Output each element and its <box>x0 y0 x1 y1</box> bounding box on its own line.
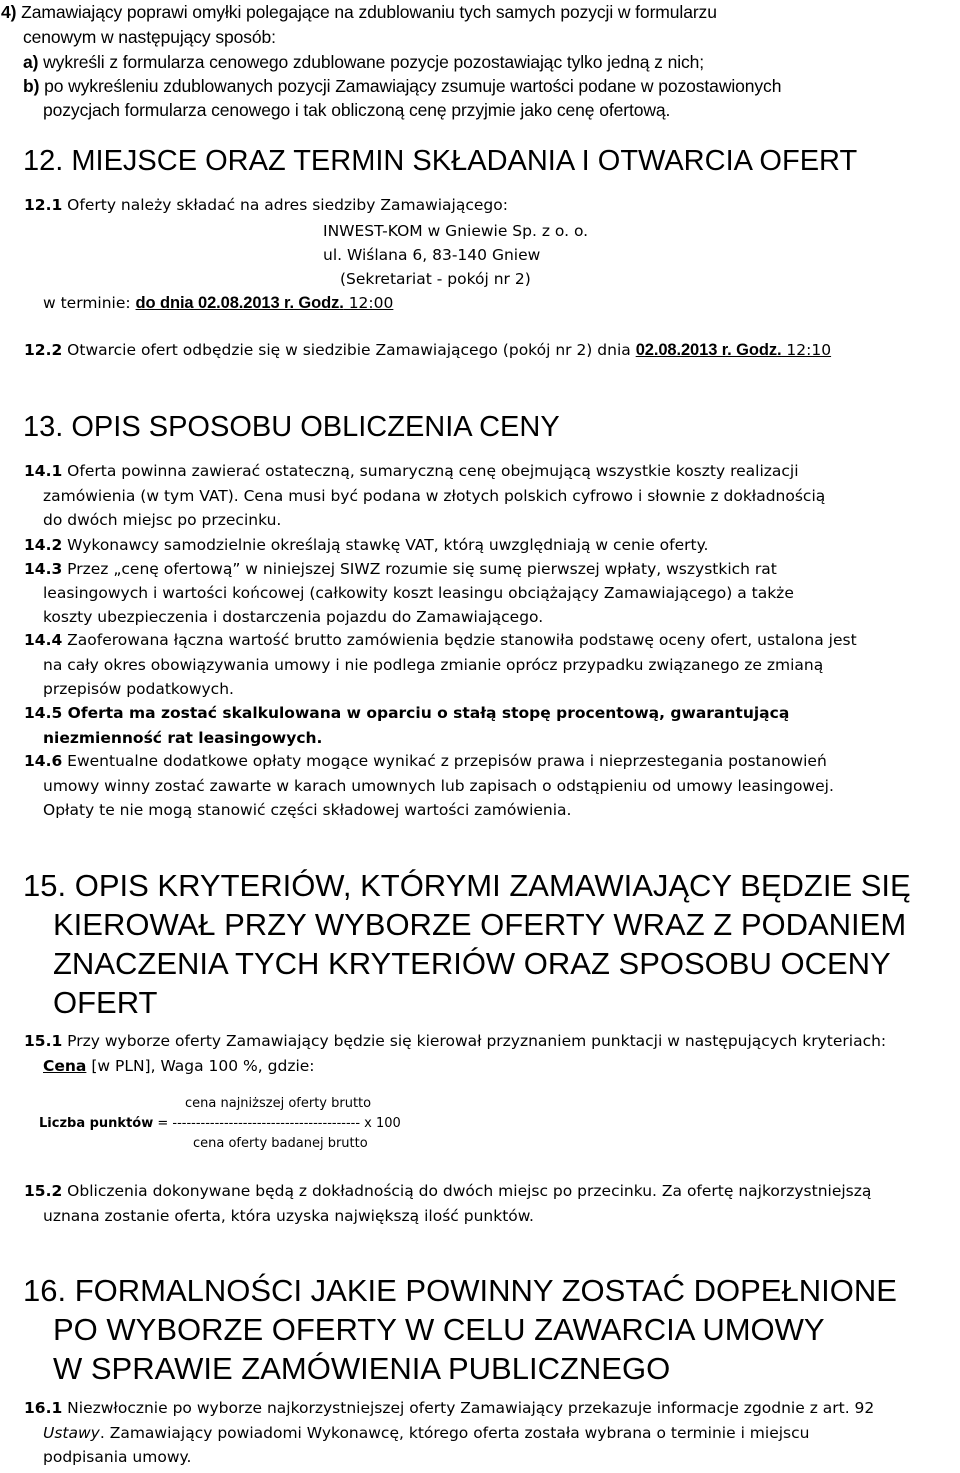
section-15-heading-line4: OFERT <box>53 985 158 1020</box>
section-14-2: 14.2 Wykonawcy samodzielnie określają stawkę VAT, którą uwzględniają w cenie oferty. <box>24 536 709 554</box>
address-company: INWEST-KOM w Gniewie Sp. z o. o. <box>323 222 589 240</box>
deadline: w terminie: do dnia 02.08.2013 r. Godz. 12:00 <box>43 294 394 312</box>
section-15-1-line1: 15.1 Przy wyborze oferty Zamawiający będzie się kierował przyznaniem punktacji w następujących kryteriach: <box>24 1032 887 1050</box>
section-16-1-line3: podpisania umowy. <box>43 1448 192 1466</box>
section-14-3-line1: 14.3 Przez „cenę ofertową” w niniejszej SIWZ rozumie się sumę pierwszej wpłaty, wszystkich rat <box>24 560 777 578</box>
address-room: (Sekretariat - pokój nr 2) <box>340 270 531 288</box>
section-14-6-line3: Opłaty te nie mogą stanowić części składowej wartości zamówienia. <box>43 801 572 819</box>
section-15-2-line2: uznana zostanie oferta, która uzyska największą ilość punktów. <box>43 1207 534 1225</box>
section-15-1-line2: Cena [w PLN], Waga 100 %, gdzie: <box>43 1057 315 1075</box>
section-16-1-line1: 16.1 Niezwłocznie po wyborze najkorzystniejszej oferty Zamawiający przekazuje informacje zgodnie z art. 92 <box>24 1399 875 1417</box>
section-12-2: 12.2 Otwarcie ofert odbędzie się w siedzibie Zamawiającego (pokój nr 2) dnia 02.08.2013 r. Godz. 12:10 <box>24 341 832 359</box>
section-14-3-line2: leasingowych i wartości końcowej (całkowity koszt leasingu obciążający Zamawiającego) a także <box>43 584 794 602</box>
formula-denominator: cena oferty badanej brutto <box>193 1136 368 1151</box>
section-15-2-line1: 15.2 Obliczenia dokonywane będą z dokładnością do dwóch miejsc po przecinku. Za ofertę najkorzystniejszą <box>24 1182 872 1200</box>
item4-option-a: a) wykreśli z formularza cenowego zdublowane pozycje pozostawiając tylko jedną z nich; <box>23 52 705 72</box>
section-14-3-line3: koszty ubezpieczenia i dostarczenia pojazdu do Zamawiającego. <box>43 608 544 626</box>
formula-numerator: cena najniższej oferty brutto <box>185 1096 372 1111</box>
section-14-5-line1: 14.5 Oferta ma zostać skalkulowana w oparciu o stałą stopę procentową, gwarantującą <box>24 704 790 722</box>
formula-line: Liczba punktów = ---------------------------------------- x 100 <box>39 1116 401 1131</box>
section-14-1-line3: do dwóch miejsc po przecinku. <box>43 511 282 529</box>
item4-line2: cenowym w następujący sposób: <box>23 27 276 47</box>
section-15-heading-line3: ZNACZENIA TYCH KRYTERIÓW ORAZ SPOSOBU OCENY <box>53 946 891 981</box>
item4-option-b: b) po wykreśleniu zdublowanych pozycji Zamawiający zsumuje wartości podane w pozostawionych <box>23 76 782 96</box>
section-15-heading-line2: KIEROWAŁ PRZY WYBORZE OFERTY WRAZ Z PODANIEM <box>53 907 907 942</box>
section-14-5-line2: niezmienność rat leasingowych. <box>43 729 323 747</box>
section-14-1-line2: zamówienia (w tym VAT). Cena musi być podana w złotych polskich cyfrowo i słownie z dokładnością <box>43 487 826 505</box>
section-12-1: 12.1 Oferty należy składać na adres siedziby Zamawiającego: <box>24 196 508 214</box>
section-14-4-line2: na cały okres obowiązywania umowy i nie podlega zmianie oprócz przypadku związanego ze zmianą <box>43 656 824 674</box>
section-13-heading: 13. OPIS SPOSOBU OBLICZENIA CENY <box>23 411 560 443</box>
section-16-heading-line3: W SPRAWIE ZAMÓWIENIA PUBLICZNEGO <box>53 1351 671 1386</box>
section-14-6-line1: 14.6 Ewentualne dodatkowe opłaty mogące wynikać z przepisów prawa i nieprzestegania postanowień <box>24 752 827 770</box>
item4-line5: pozycjach formularza cenowego i tak obliczoną cenę przyjmie jako cenę ofertową. <box>43 100 671 120</box>
address-street: ul. Wiślana 6, 83-140 Gniew <box>323 246 541 264</box>
section-16-heading-line1: 16. FORMALNOŚCI JAKIE POWINNY ZOSTAĆ DOPEŁNIONE <box>23 1273 897 1308</box>
section-14-4-line3: przepisów podatkowych. <box>43 680 234 698</box>
section-12-heading: 12. MIEJSCE ORAZ TERMIN SKŁADANIA I OTWARCIA OFERT <box>23 145 858 177</box>
item4-line1: 4) Zamawiający poprawi omyłki polegające na zdublowaniu tych samych pozycji w formularzu <box>1 2 717 22</box>
section-14-4-line1: 14.4 Zaoferowana łączna wartość brutto zamówienia będzie stanowiła podstawę oceny ofert, ustalona jest <box>24 631 857 649</box>
section-14-6-line2: umowy winny zostać zawarte w karach umownych lub zapisach o odstąpieniu od umowy leasingowej. <box>43 777 834 795</box>
section-16-1-line2: Ustawy. Zamawiający powiadomi Wykonawcę, którego oferta została wybrana o terminie i miejscu <box>43 1424 810 1442</box>
section-16-heading-line2: PO WYBORZE OFERTY W CELU ZAWARCIA UMOWY <box>53 1312 825 1347</box>
section-15-heading-line1: 15. OPIS KRYTERIÓW, KTÓRYMI ZAMAWIAJĄCY BĘDZIE SIĘ <box>23 868 911 903</box>
section-14-1-line1: 14.1 Oferta powinna zawierać ostateczną, sumaryczną cenę obejmującą wszystkie koszty realizacji <box>24 462 799 480</box>
